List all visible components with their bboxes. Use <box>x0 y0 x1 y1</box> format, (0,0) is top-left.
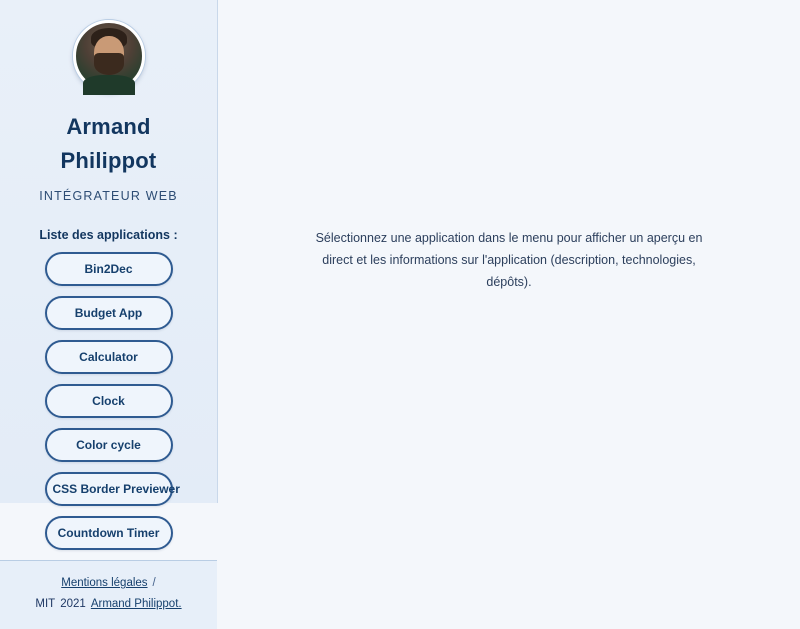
sidebar-item-calculator[interactable]: Calculator <box>45 340 173 374</box>
sidebar-item-clock[interactable]: Clock <box>45 384 173 418</box>
page-title: Armand Philippot <box>60 114 157 174</box>
footer-legal-row <box>8 573 209 594</box>
empty-state-message: Sélectionnez une application dans le menu pour afficher un aperçu en direct et les informations sur l'application (description, technologies, dépôts). <box>315 231 703 289</box>
sidebar-footer <box>0 560 217 628</box>
sidebar-item-css-border-previewer[interactable]: CSS Border Previewer <box>45 472 173 506</box>
list-item <box>45 296 173 330</box>
author-link[interactable]: Armand Philippot. <box>90 597 182 610</box>
avatar <box>73 20 145 92</box>
list-item <box>45 252 173 286</box>
job-title: INTÉGRATEUR WEB <box>39 189 178 204</box>
footer-license-row <box>8 594 209 615</box>
sidebar-scroll-area[interactable] <box>0 0 217 560</box>
list-item <box>45 340 173 374</box>
list-item <box>45 516 173 550</box>
copyright-year: 2021 <box>60 597 86 610</box>
avatar-beard <box>94 53 124 75</box>
sidebar-item-budget-app[interactable]: Budget App <box>45 296 173 330</box>
list-item <box>45 472 180 506</box>
avatar-shirt <box>83 75 135 95</box>
sidebar <box>0 0 218 610</box>
license-label: MIT <box>35 597 56 610</box>
legal-notice-link[interactable]: Mentions légales <box>61 577 148 590</box>
list-item <box>45 384 173 418</box>
sidebar-item-countdown-timer[interactable]: Countdown Timer <box>45 516 173 550</box>
sidebar-item-bin2dec[interactable]: Bin2Dec <box>45 252 173 286</box>
app-list <box>0 252 217 560</box>
footer-separator: / <box>152 577 156 590</box>
apps-list-heading: Liste des applications : <box>39 228 178 243</box>
list-item <box>45 428 173 462</box>
main-content <box>218 0 800 503</box>
sidebar-item-color-cycle[interactable]: Color cycle <box>45 428 173 462</box>
